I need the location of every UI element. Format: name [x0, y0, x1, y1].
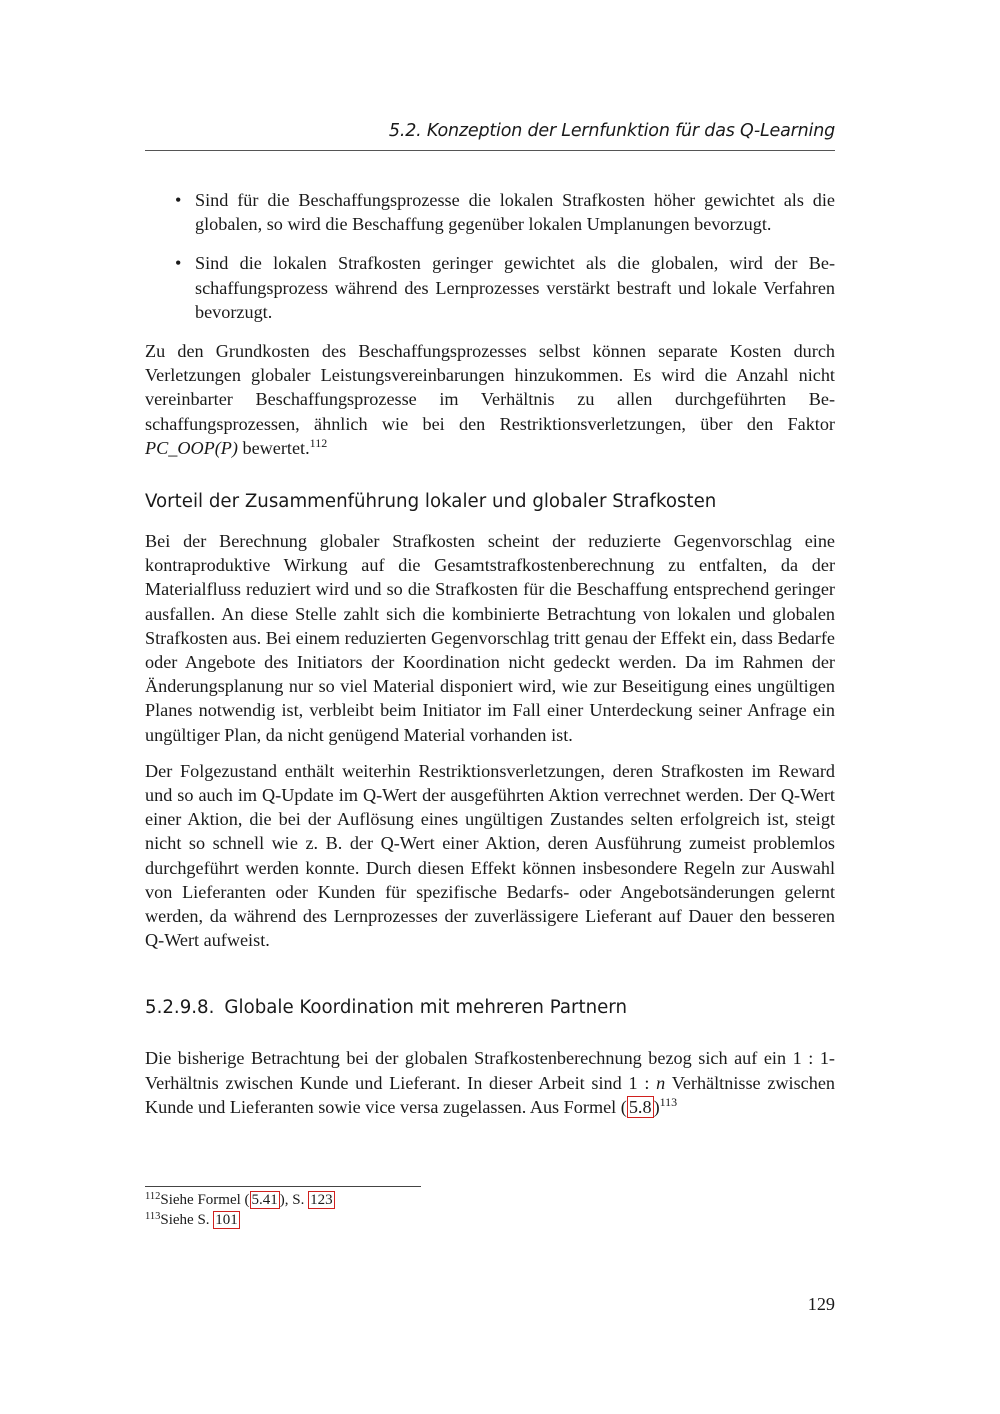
- subsection-heading: Vorteil der Zusammenführung lokaler und globaler Strafkosten: [145, 491, 717, 513]
- section-title: Globale Koordination mit mehreren Partnern: [224, 997, 627, 1019]
- paragraph-text: Zu den Grundkosten des Beschaffungsprozesses selbst können separate Kosten durch Verletzungen globaler Leistungsvereinbarungen hinzukommen. Es wird die Anzahl nicht vereinbarter Beschaffungsprozesse im Verhältnis zu allen durchgeführten Beschaffungsprozessen, ähnlich wie bei den Restriktionsverletzungen, über den Faktor: [145, 341, 835, 434]
- footnote-112: $^{112}$Siehe Formel ( 5.41 ), S. 123: [145, 1191, 333, 1208]
- formula-link[interactable]: 5.41: [251, 1192, 278, 1208]
- section-heading: [145, 996, 835, 1020]
- page-number: 129: [807, 1294, 835, 1314]
- list-item: [145, 251, 835, 324]
- paragraph-text-end: bewertet.: [242, 437, 310, 458]
- paragraph-text-cont: Verhältnisse zwischen Kunde und Lieferanten sowie vice versa zugelassen. Aus Formel: [145, 1072, 836, 1117]
- footnote-mark-112[interactable]: 112: [309, 435, 328, 450]
- bullet-icon: •: [175, 190, 182, 210]
- running-header: 5.2. Konzeption der Lernfunktion für das Q-Learning: [388, 121, 835, 141]
- paragraph-gegenvorschlag: Bei der Berechnung globaler Strafkosten scheint der reduzierte Gegenvorschlag eine kontraproduktive Wirkung auf die Gesamtstrafkostenberechnung zu entfalten, da der Materialfluss reduziert wird und so die Strafkosten für die Beschaffung entsprechend geringer ausfallen. An diese Stelle zahlt sich die kombinierte Betrachtung von lokalen und globalen Strafkosten aus. Bei einem reduzierten Gegenvorschlag tritt genau der Effekt ein, dass Bedarfe oder Angebote des Initiators der Koordination nicht gedeckt werden. Da im Rahmen der Änderungsplanung nur so viel Material disponiert wird, wie zur Beseitigung eines ungültigen Planes notwendig ist, verbleibt beim Initiator im Fall einer Unterdeckung seiner Anfrage ein ungültiger Plan, da nicht genügend Material vorhanden ist.: [145, 531, 835, 745]
- footnote-number: 113: [145, 1211, 161, 1222]
- footnote-text: Siehe S.: [160, 1212, 210, 1228]
- section-number: 5.2.9.8.: [145, 997, 215, 1019]
- footnote-mark-113[interactable]: 113: [659, 1094, 678, 1109]
- list-item: [145, 188, 835, 236]
- paragraph-text: Die bisherige Betrachtung bei der globalen Strafkostenberechnung bezog sich auf ein 1 : 1-Verhältnis zwischen Kunde und Lieferant. In dieser Arbeit sind 1 :: [145, 1048, 835, 1093]
- formula-link[interactable]: 5.8: [628, 1096, 652, 1117]
- paragraph-koordination: Die bisherige Betrachtung bei der globalen Strafkostenberechnung bezog sich auf ein 1 : 1-Verhältnis zwischen Kunde und Lieferant. In dieser Arbeit sind 1 : n Verhältnisse zwischen Kunde und Lieferanten sowie vice versa zugelassen. Aus Formel ( 5.8 )$^{113}$: [145, 1048, 836, 1117]
- list-item-text: Sind für die Beschaffungsprozesse die lokalen Strafkosten höher gewichtet als die globalen, so wird die Beschaffung gegenüber lokalen Umplanungen bevorzugt.: [195, 190, 835, 235]
- page-link[interactable]: 123: [310, 1192, 333, 1208]
- footnote-text: Siehe Formel: [160, 1192, 241, 1208]
- footnote-rule: [145, 1186, 421, 1187]
- bullet-list: [145, 188, 835, 324]
- paragraph-grundkosten: [145, 339, 835, 460]
- footnote-number: 112: [145, 1191, 161, 1202]
- bullet-icon: •: [175, 253, 182, 274]
- footnote-113: [145, 1210, 835, 1230]
- header-rule: [145, 150, 835, 151]
- body-text: [145, 188, 835, 1131]
- page-link[interactable]: 101: [215, 1212, 238, 1228]
- paragraph-folgezustand: Der Folgezustand enthält weiterhin Restriktionsverletzungen, deren Strafkosten im Reward und so auch im Q-Update im Q-Wert der ausgeführten Aktion verrechnet werden. Der Q-Wert einer Aktion, die bei der Auflösung eines ungültigen Zustandes selten erfolgreich ist, steigt nicht so schnell wie z. B. der Q-Wert einer Aktion, deren Ausführung zumeist problemlos durchgeführt werden konnte. Durch diesen Effekt können insbesondere Regeln zur Auswahl von Lieferanten oder Kunden für spezifische Bedarfs- oder Angebotsänderungen gelernt werden, da während des Lernprozesses der zuverlässigere Lieferant auf Dauer den besseren Q-Wert aufweist.: [145, 760, 835, 951]
- variable-n: n: [656, 1072, 666, 1093]
- footnotes: [145, 1190, 835, 1230]
- list-item-text: Sind die lokalen Strafkosten geringer gewichtet als die globalen, wird der Beschaffungsprozess während des Lernprozesses verstärkt bestraft und lokale Verfahren bevorzugt.: [195, 253, 835, 322]
- formula-pc-oop: PC_OOP(P): [145, 437, 238, 458]
- footnote-text: , S.: [284, 1192, 305, 1208]
- page: [145, 0, 835, 1414]
